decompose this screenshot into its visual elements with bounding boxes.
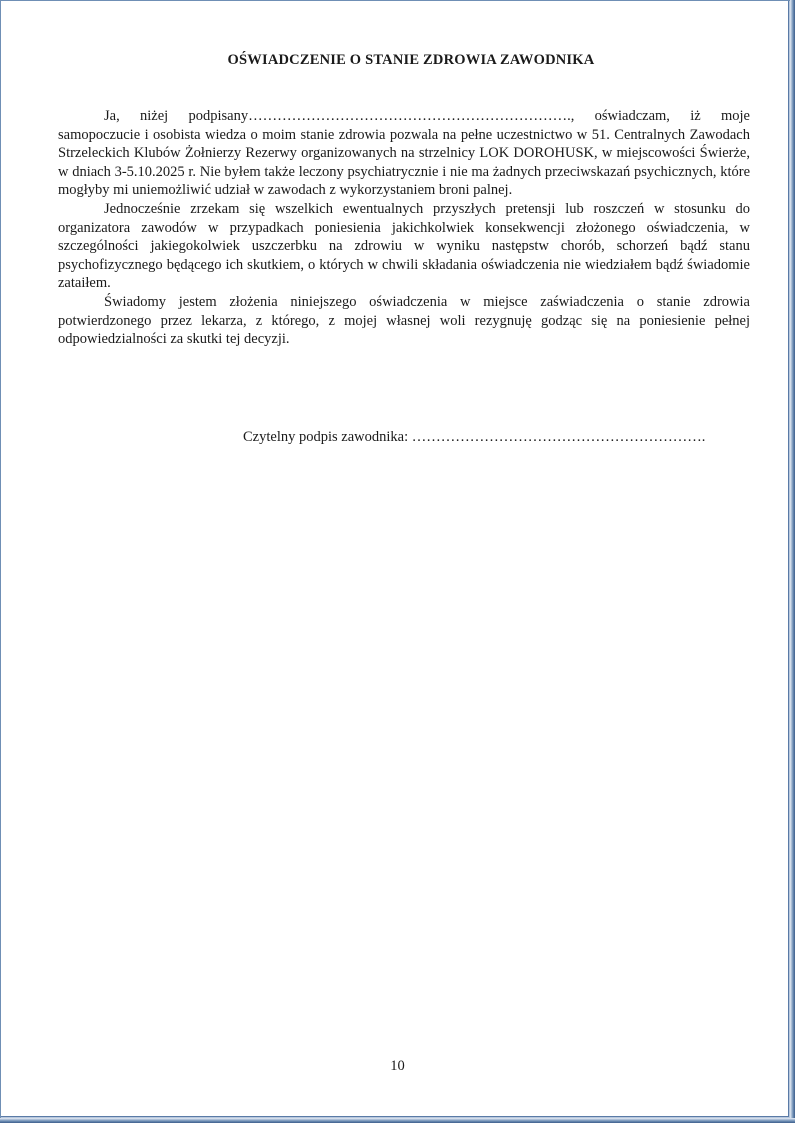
page-shadow-right <box>790 0 795 1123</box>
page-number: 10 <box>390 1058 405 1074</box>
paragraph-declaration: Ja, niżej podpisany…………………………………………………………., oświadczam, iż moje samopoczucie i osobista wiedza o moim stanie zdrowia pozwala na pełne uczestnictwo w 51. Centralnych Zawodach Strzeleckich Klubów Żołnierzy Rezerwy organizowanych na strzelnicy LOK DOROHUSK, w miejscowości Świerże, w dniach 3-5.10.2025 r. Nie byłem także leczony psychiatrycznie i nie ma żadnych przeciwskazań psychicznych, które mogłyby mi uniemożliwić udział w zawodach z wykorzystaniem broni palnej. <box>58 108 750 199</box>
page-shadow-bottom <box>0 1118 795 1123</box>
signature-line: Czytelny podpis zawodnika: ……………………………………………………. <box>243 429 706 445</box>
declaration-text <box>58 107 750 349</box>
document-body <box>58 52 750 445</box>
paragraph-waiver: Jednocześnie zrzekam się wszelkich ewentualnych przyszłych pretensji lub roszczeń w stosunku do organizatora zawodów w przypadkach poniesienia jakichkolwiek konsekwencji złożonego oświadczenia, w szczególności jakiegokolwiek uszczerbku na zdrowiu w wyniku następstw chorób, schorzeń bądź stanu psychofizycznego będącego ich skutkiem, o których w chwili składania oświadczenia nie wiedziałem bądź świadomie zataiłem. <box>58 200 750 292</box>
paragraph-awareness: Świadomy jestem złożenia niniejszego oświadczenia w miejsce zaświadczenia o stanie zdrowia potwierdzonego przez lekarza, z którego, z mojej własnej woli rezygnuję godząc się na poniesienie pełnej odpowiedzialności za skutki tej decyzji. <box>58 293 750 348</box>
document-title: OŚWIADCZENIE O STANIE ZDROWIA ZAWODNIKA <box>227 52 595 68</box>
